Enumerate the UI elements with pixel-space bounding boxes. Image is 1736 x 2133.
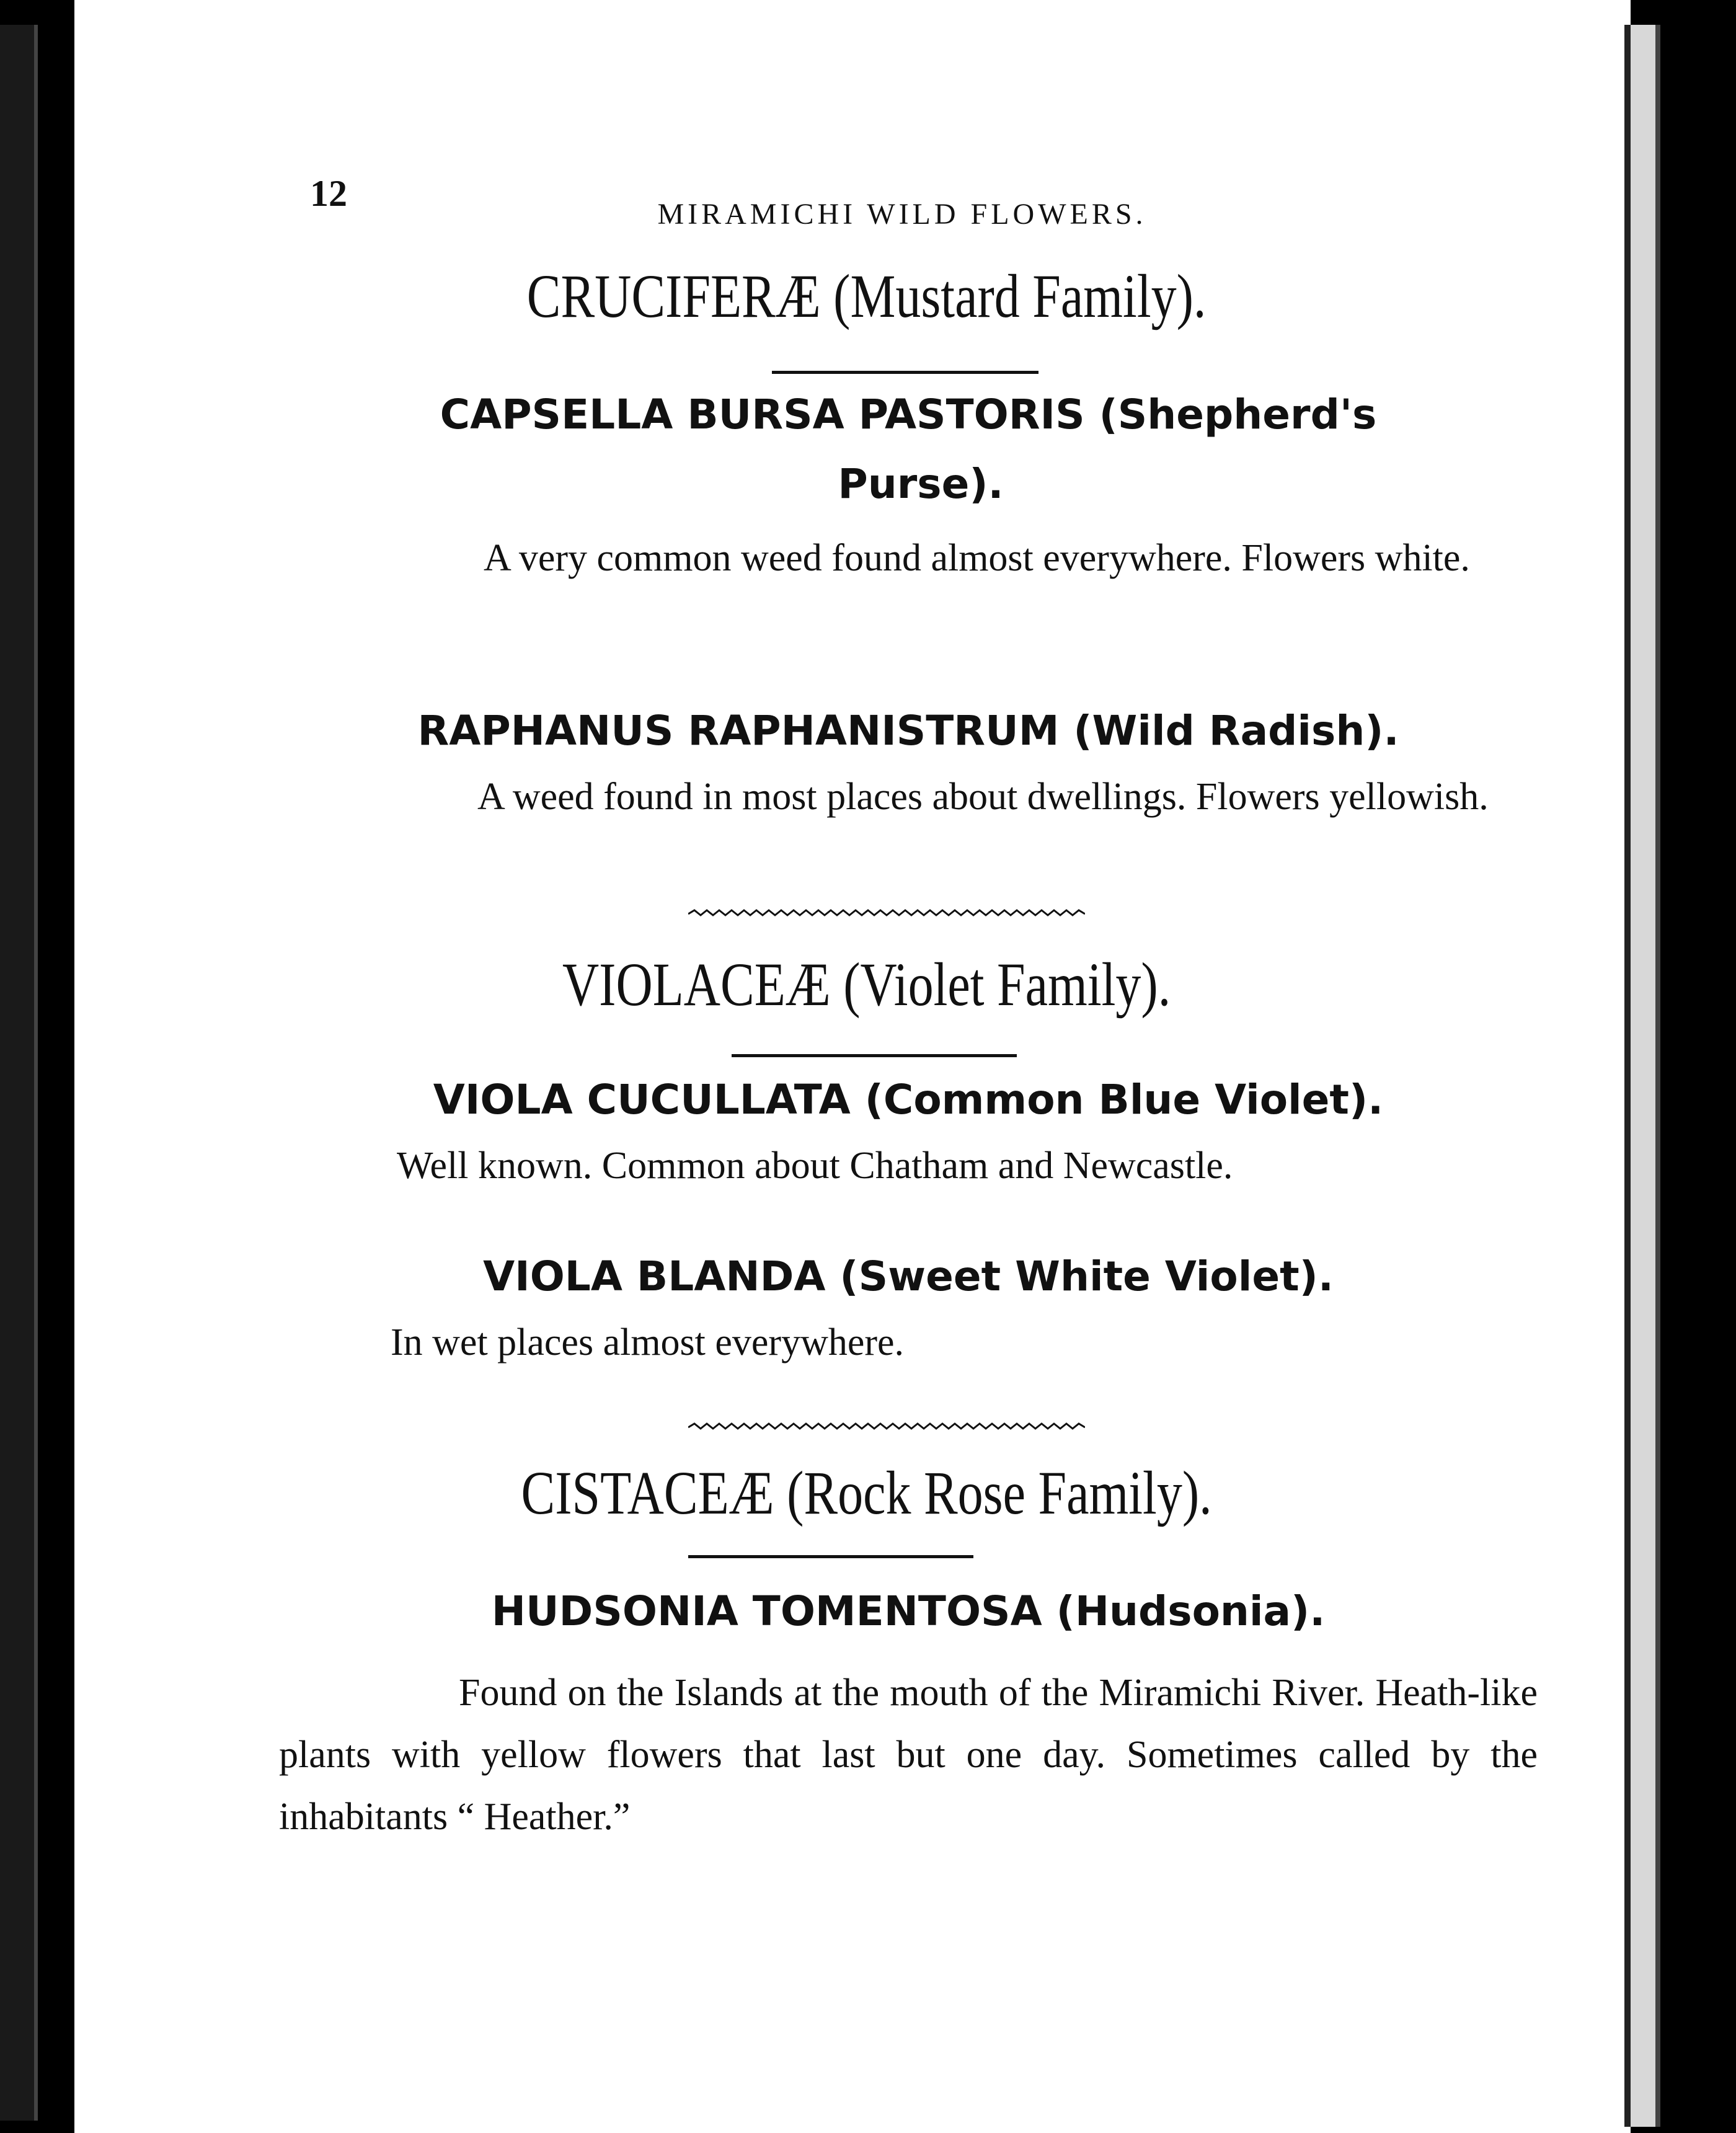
species-name-hudsonia: HUDSONIA TOMENTOSA (Hudsonia). [491, 1587, 1326, 1635]
book-page [74, 0, 1631, 2133]
family-heading-cruciferae: CRUCIFERÆ (Mustard Family). [526, 262, 1207, 330]
species-name-viola-blanda: VIOLA BLANDA (Sweet White Violet). [483, 1253, 1334, 1300]
species-description-raphanus: A weed found in most places about dwellings. Flowers yellowish. [477, 776, 1489, 818]
next-page-edge [1624, 25, 1660, 2127]
species-description-capsella: A very common weed found almost everywhere. Flowers white. [484, 537, 1470, 579]
species-description-viola-cucullata: Well known. Common about Chatham and Newcastle. [397, 1145, 1233, 1187]
species-name-viola-cucullata: VIOLA CUCULLATA (Common Blue Violet). [433, 1076, 1384, 1124]
running-head: MIRAMICHI WILD FLOWERS. [657, 198, 1147, 231]
page-number: 12 [310, 173, 347, 214]
species-description-hudsonia: Found on the Islands at the mouth of the Miramichi River. Heath-like plants with yellow flowers that last but one day. Sometimes called by the inhabitants “ Heather.” [279, 1672, 1538, 1838]
species-name-capsella-cont: Purse). [838, 460, 1004, 508]
book-spine-edge [0, 25, 38, 2121]
heading-rule [688, 1555, 973, 1558]
family-heading-cistaceae: CISTACEÆ (Rock Rose Family). [521, 1458, 1212, 1527]
species-description-viola-blanda: In wet places almost everywhere. [391, 1321, 905, 1364]
species-name-capsella: CAPSELLA BURSA PASTORIS (Shepherd's [440, 391, 1377, 438]
heading-rule [772, 371, 1038, 374]
section-divider-squiggle [688, 907, 1085, 921]
heading-rule [732, 1054, 1017, 1057]
family-heading-violaceae: VIOLACEÆ (Violet Family). [562, 950, 1171, 1019]
section-divider-squiggle [688, 1420, 1085, 1435]
species-name-raphanus: RAPHANUS RAPHANISTRUM (Wild Radish). [417, 707, 1399, 755]
